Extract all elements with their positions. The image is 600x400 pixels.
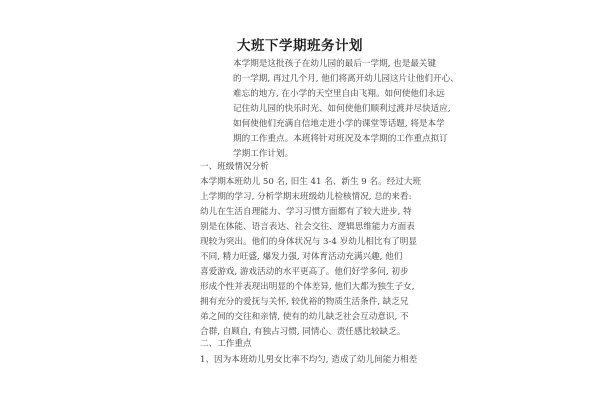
body-line: 本学期本班幼儿 50 名, 旧生 41 名、新生 9 名。经过大班 [200,177,422,187]
body-line: 形成个性并表现出明显的个体差异, 他们大都为独生子女, [200,282,415,292]
body-line: 合群, 自顾自, 有独占习惯, 同情心、责任感比较缺乏。 [200,327,406,337]
body-line: 喜爱游戏, 游戏活动的水平更高了。他们好学多问, 初步 [200,267,409,277]
body-line: 不同, 精力旺盛, 爆发力强, 对体育活动充满兴趣, 他们 [200,252,403,262]
body-line: 拥有充分的爱抚与关怀, 较优裕的物质生活条件, 缺乏兄 [200,297,409,307]
intro-line: 期的工作重点。本班将针对班况及本学期的工作重点拟订 [233,134,448,144]
intro-line: 难忘的地方, 在小学的天空里自由飞翔。如何使他们永远 [233,89,445,99]
body-line: 上学期的学习, 分析学期末班级幼儿检核情况, 总的来看: [200,192,412,202]
intro-line: 记住幼儿园的快乐时光、如何使他们顺利过渡并尽快适应, [233,104,451,114]
section-heading: 一、班级情况分析 [200,162,269,172]
body-line: 现较为突出。他们的身体状况与 3-4 岁幼儿相比有了明显 [200,237,417,247]
section-heading: 二、工作重点 [200,339,252,349]
document-title: 大班下学期班务计划 [237,38,363,54]
body-line: 别是在体能、语言表达、社会交往、逻辑思维能力方面表 [200,222,415,232]
intro-line: 学期工作计划。 [233,149,294,159]
intro-line: 的一学期, 再过几个月, 他们将离开幼儿园这片让他们开心、 [233,74,459,84]
body-line: 幼儿在生活自理能力、学习习惯方面都有了较大进步, 特 [200,207,412,217]
intro-line: 如何使他们充满自信地走进小学的课堂等话题, 将是本学 [233,119,445,129]
body-line: 1、因为本班幼儿男女比率不均匀, 造成了幼儿间能力相差 [200,355,418,365]
body-line: 弟之间的交往和亲情, 使有的幼儿缺乏社会互动意识, 不 [200,312,409,322]
intro-line: 本学期是这批孩子在幼儿园的最后一学期, 也是最关键 [233,59,437,69]
